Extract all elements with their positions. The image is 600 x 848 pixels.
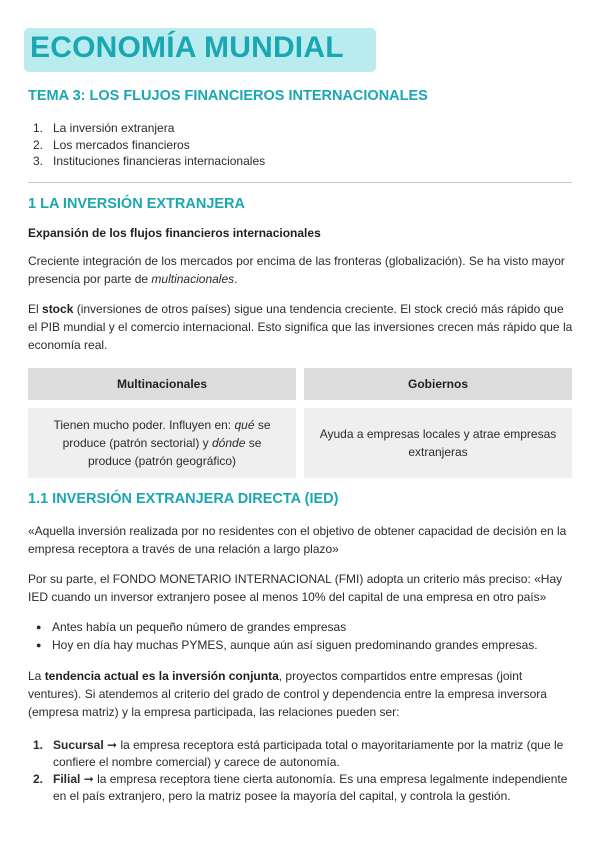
list-item xyxy=(36,619,538,637)
toc-item xyxy=(33,120,265,137)
text-run: , proyectos compartidos entre empresas (joint ventures). Si atendemos al criterio del grado de control y dependencia entre la empresa inversora (empresa matriz) y la empresa participada, las relaciones pueden ser: xyxy=(28,669,547,719)
text-run: se produce (patrón geográfico) xyxy=(87,436,262,468)
table-of-contents xyxy=(33,120,265,170)
cell-text xyxy=(42,416,282,470)
list-item-text: Hoy en día hay muchas PYMES, aunque aún así siguen predominando grandes empresas. xyxy=(52,637,538,652)
toc-label: La inversión extranjera xyxy=(53,121,175,135)
arrow-icon: ➞ xyxy=(107,738,118,752)
paragraph-quote: «Aquella inversión realizada por no residentes con el objetivo de obtener capacidad de decisión en la empresa receptora a través de una relación a largo plazo» xyxy=(28,524,567,556)
list-item xyxy=(33,737,573,770)
item-body xyxy=(53,771,573,804)
item-text: la empresa receptora está participada total o mayoritariamente por la matriz (que le confiere el nombre comercial) y carece de autonomía. xyxy=(53,738,564,769)
item-number: 2. xyxy=(33,772,44,786)
toc-number: 1. xyxy=(33,121,44,135)
cell-text: Ayuda a empresas locales y atrae empresas extranjeras xyxy=(319,427,557,459)
emphasis-text: qué xyxy=(234,418,255,432)
paragraph-stock xyxy=(28,300,576,354)
paragraph-globalization xyxy=(28,252,576,288)
paragraph-tendencia xyxy=(28,667,576,721)
bold-text: tendencia actual es la inversión conjunta xyxy=(44,669,279,683)
text-run: Creciente integración de los mercados por encima de las fronteras (globalización). Se ha visto mayor presencia por parte de xyxy=(28,254,565,286)
list-item xyxy=(36,637,538,655)
table-cell-gobiernos xyxy=(304,408,572,478)
subsection-heading: Expansión de los flujos financieros internacionales xyxy=(28,226,321,240)
emphasis-text: dónde xyxy=(212,436,246,450)
item-body xyxy=(53,737,573,770)
table-header-gobiernos: Gobiernos xyxy=(304,368,572,400)
list-item xyxy=(33,771,573,804)
item-term: Filial xyxy=(53,772,81,786)
toc-number: 2. xyxy=(33,137,44,152)
page-title: ECONOMÍA MUNDIAL xyxy=(30,31,344,64)
toc-number: 3. xyxy=(33,154,44,168)
text-run: se produce (patrón sectorial) y xyxy=(62,418,271,450)
item-term: Sucursal xyxy=(53,738,104,752)
toc-item xyxy=(33,153,265,170)
table-cell-multinacionales xyxy=(28,408,296,478)
text-run: La xyxy=(28,669,45,683)
section-heading: 1.1 INVERSIÓN EXTRANJERA DIRECTA (IED) xyxy=(28,491,339,507)
emphasis-text: multinacionales xyxy=(151,272,235,286)
table-header-multinacionales: Multinacionales xyxy=(28,368,296,400)
toc-item xyxy=(33,137,265,154)
text-run: . xyxy=(234,272,238,286)
bullet-list xyxy=(36,619,538,654)
arrow-icon: ➞ xyxy=(83,772,94,786)
text-run: (inversiones de otros países) sigue una tendencia creciente. El stock creció más rápido que el PIB mundial y el comercio internacional. Esto significa que las inversiones crecen más rápido que la economía real. xyxy=(28,302,573,352)
section-divider xyxy=(28,182,572,183)
section-heading: 1 LA INVERSIÓN EXTRANJERA xyxy=(28,196,245,212)
toc-label: Instituciones financieras internacionales xyxy=(53,154,266,168)
toc-label: Los mercados financieros xyxy=(53,137,190,152)
paragraph-fmi: Por su parte, el FONDO MONETARIO INTERNACIONAL (FMI) adopta un criterio más preciso: «Hay IED cuando un inversor extranjero posee al menos 10% del capital de una empresa en otro país» xyxy=(28,572,563,604)
item-number: 1. xyxy=(33,738,44,752)
list-item-text: Antes había un pequeño número de grandes empresas xyxy=(52,620,347,634)
bullet-icon: ● xyxy=(36,639,42,650)
item-text: la empresa receptora tiene cierta autonomía. Es una empresa legalmente independiente en el país extranjero, pero la matriz posee la mayoría del capital, y controla la gestión. xyxy=(53,772,568,803)
relations-list xyxy=(33,737,573,805)
bold-text: stock xyxy=(42,302,74,316)
topic-subtitle: TEMA 3: LOS FLUJOS FINANCIEROS INTERNACIONALES xyxy=(28,88,428,104)
text-run: Tienen mucho poder. Influyen en: xyxy=(53,418,235,432)
text-run: El xyxy=(28,302,43,316)
bullet-icon: ● xyxy=(36,622,42,632)
